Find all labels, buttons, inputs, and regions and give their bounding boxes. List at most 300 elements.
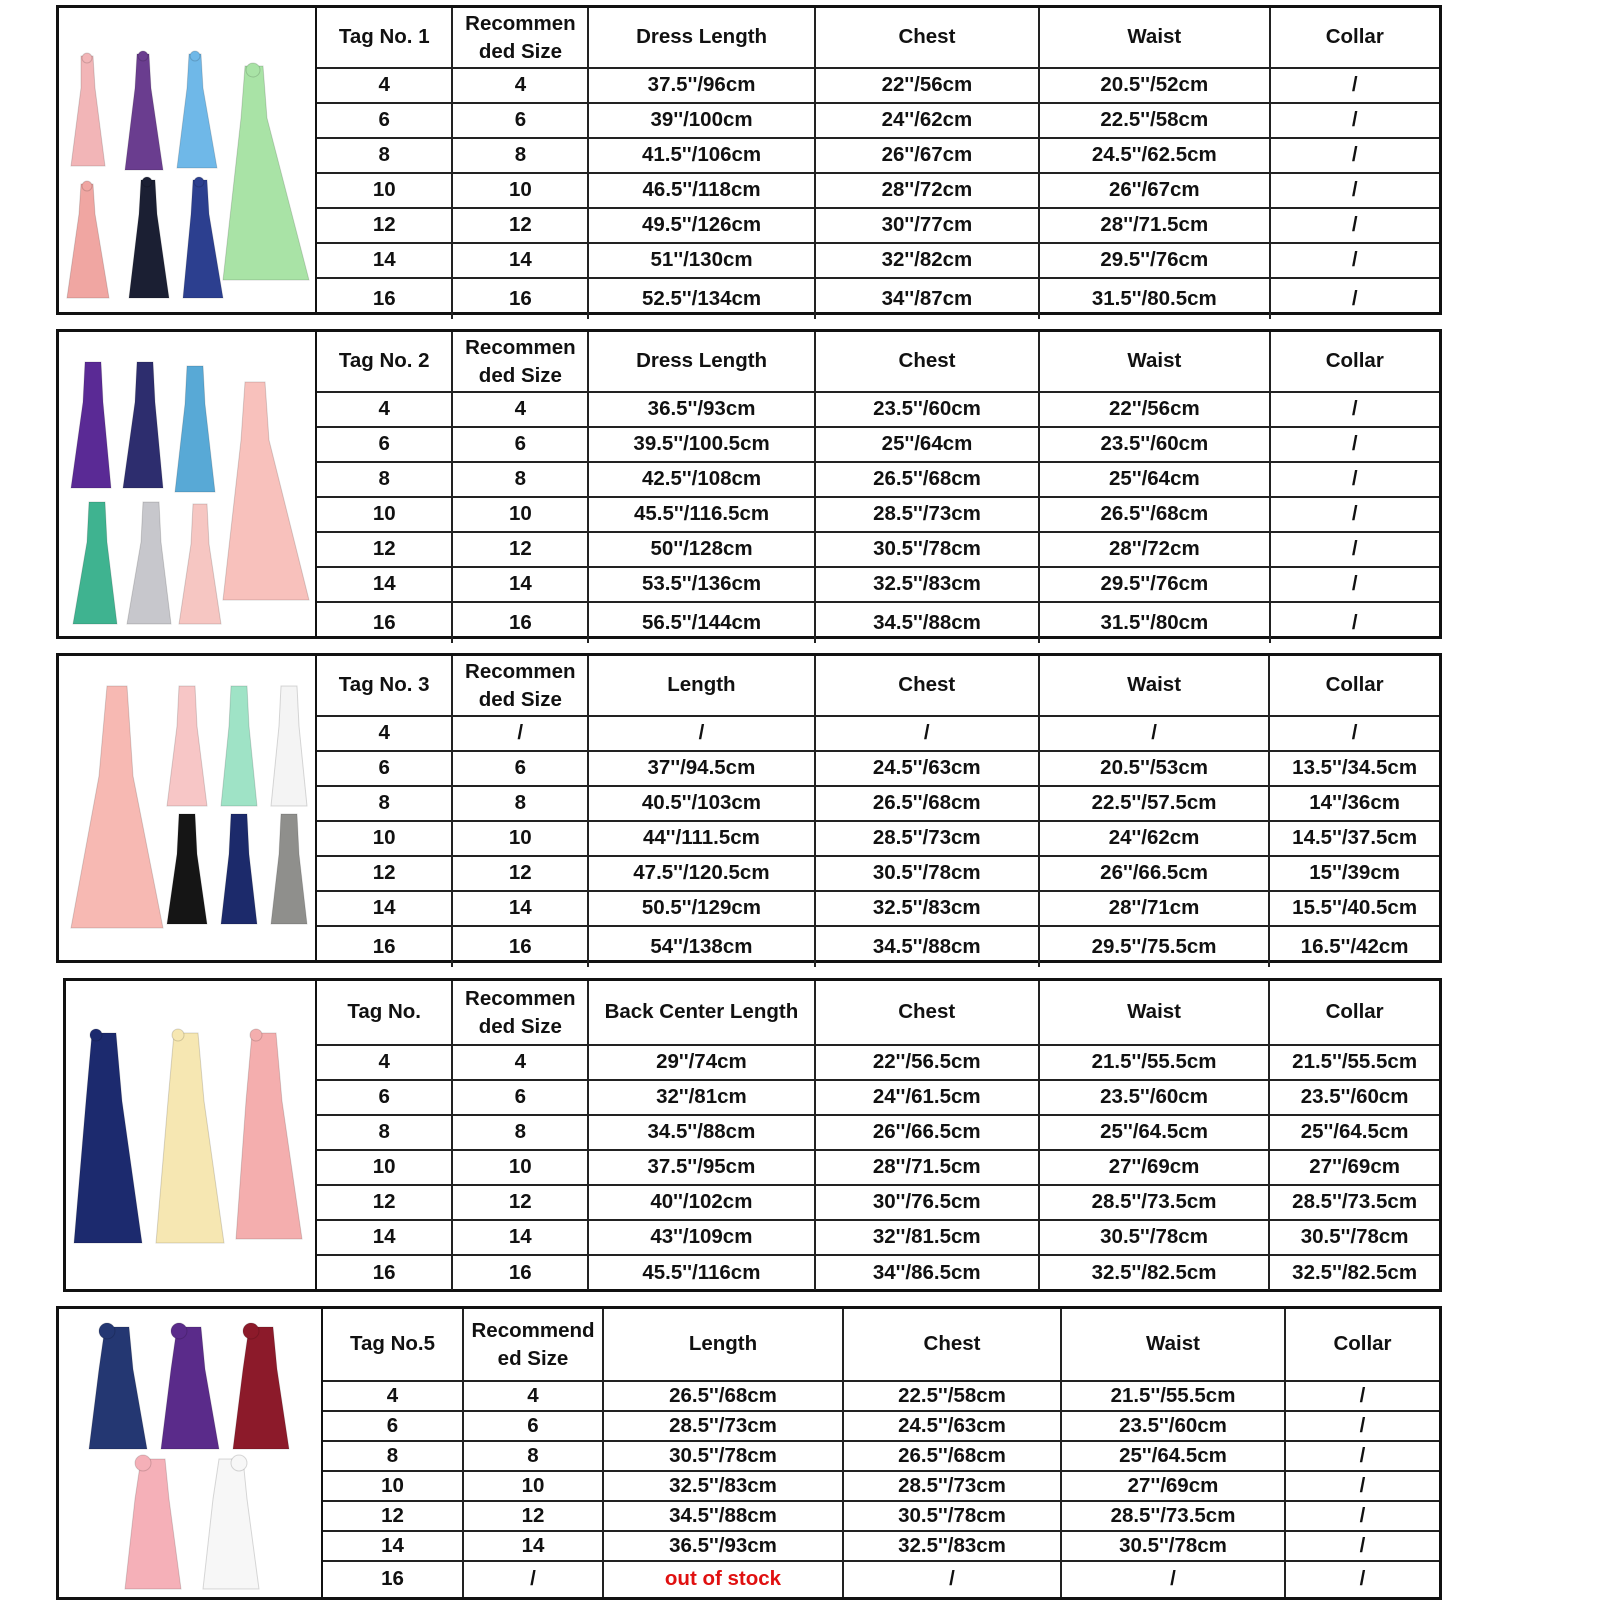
cell-chest: 34.5''/88cm: [815, 926, 1039, 967]
cell-chest: 28.5''/73cm: [815, 821, 1039, 856]
cell-waist: 25''/64cm: [1039, 462, 1269, 497]
table-row: [317, 1150, 1439, 1185]
dress-photos-4: [66, 981, 317, 1289]
cell-collar: 30.5''/78cm: [1269, 1220, 1439, 1255]
dress-1a: [71, 53, 105, 166]
cell-waist: 29.5''/76cm: [1039, 567, 1269, 602]
table-row: [317, 856, 1439, 891]
cell-recommended-size: 4: [452, 1045, 588, 1080]
cell-chest: 22''/56cm: [815, 68, 1039, 103]
cell-chest: 24''/61.5cm: [815, 1080, 1039, 1115]
cell-chest: 24.5''/63cm: [815, 751, 1039, 786]
cell-tag-no: 8: [317, 462, 452, 497]
cell-collar: 16.5''/42cm: [1269, 926, 1439, 967]
cell-tag-no: 6: [317, 103, 452, 138]
header-waist: Waist: [1039, 332, 1269, 392]
cell-tag-no: 12: [317, 208, 452, 243]
dress-image-group-2: [59, 332, 313, 636]
size-table-5: [323, 1309, 1439, 1597]
header-recommended-size: Recommen ded Size: [452, 981, 588, 1045]
cell-waist: /: [1039, 716, 1269, 751]
cell-tag-no: 12: [317, 856, 452, 891]
header-waist: Waist: [1061, 1309, 1285, 1381]
cell-chest: 28''/72cm: [815, 173, 1039, 208]
cell-tag-no: 8: [317, 1115, 452, 1150]
dress-5d: [125, 1455, 181, 1589]
cell-tag-no: 12: [317, 532, 452, 567]
cell-tag-no: 4: [323, 1381, 463, 1411]
dress-3g: [271, 814, 307, 924]
cell-tag-no: 16: [317, 926, 452, 967]
cell-collar: /: [1270, 462, 1439, 497]
cell-collar: 21.5''/55.5cm: [1269, 1045, 1439, 1080]
cell-waist: 28''/72cm: [1039, 532, 1269, 567]
cell-tag-no: 14: [317, 243, 452, 278]
cell-length: 42.5''/108cm: [588, 462, 815, 497]
size-table-1: [317, 8, 1439, 319]
cell-chest: 26.5''/68cm: [815, 462, 1039, 497]
cell-waist: 30.5''/78cm: [1061, 1531, 1285, 1561]
cell-recommended-size: 4: [452, 392, 588, 427]
cell-recommended-size: 14: [452, 243, 588, 278]
table-header-row: [323, 1309, 1439, 1381]
cell-tag-no: 14: [323, 1531, 463, 1561]
dress-2g: [223, 382, 309, 600]
cell-tag-no: 10: [317, 821, 452, 856]
header-recommended-size: Recommend ed Size: [463, 1309, 603, 1381]
dress-2d: [73, 502, 117, 624]
cell-recommended-size: /: [452, 716, 588, 751]
dress-photos-2: [59, 332, 317, 636]
cell-length: /: [588, 716, 814, 751]
dress-3e: [167, 814, 207, 924]
header-recommended-size: Recommen ded Size: [452, 656, 588, 716]
header-tag-no: Tag No. 2: [317, 332, 452, 392]
table-row: [317, 103, 1439, 138]
dress-2b: [123, 362, 163, 488]
cell-collar: /: [1270, 497, 1439, 532]
size-table-3: [317, 656, 1439, 967]
cell-waist: 25''/64.5cm: [1039, 1115, 1269, 1150]
cell-recommended-size: 8: [452, 786, 588, 821]
cell-length: 40.5''/103cm: [588, 786, 814, 821]
table-header-row: [317, 8, 1439, 68]
cell-length: 44''/111.5cm: [588, 821, 814, 856]
cell-recommended-size: 10: [452, 497, 588, 532]
dress-5c: [233, 1323, 289, 1449]
cell-waist: 20.5''/53cm: [1039, 751, 1269, 786]
cell-collar: 28.5''/73.5cm: [1269, 1185, 1439, 1220]
cell-recommended-size: 12: [452, 856, 588, 891]
table-row: [317, 208, 1439, 243]
header-waist: Waist: [1039, 981, 1269, 1045]
dress-1e: [129, 177, 169, 298]
cell-length: 54''/138cm: [588, 926, 814, 967]
header-waist: Waist: [1039, 656, 1269, 716]
table-header-row: [317, 332, 1439, 392]
cell-recommended-size: 4: [463, 1381, 603, 1411]
table-header-row: [317, 981, 1439, 1045]
dress-5a: [89, 1323, 147, 1449]
cell-recommended-size: 8: [452, 1115, 588, 1150]
cell-chest: 25''/64cm: [815, 427, 1039, 462]
dress-2f: [179, 504, 221, 624]
cell-length: out of stock: [603, 1561, 843, 1597]
cell-waist: 26.5''/68cm: [1039, 497, 1269, 532]
cell-waist: 29.5''/76cm: [1039, 243, 1269, 278]
dress-1g: [223, 63, 309, 280]
cell-tag-no: 14: [317, 891, 452, 926]
table-row: [317, 497, 1439, 532]
dress-3a: [71, 686, 163, 928]
cell-tag-no: 16: [323, 1561, 463, 1597]
header-length: Length: [603, 1309, 843, 1381]
cell-recommended-size: 14: [452, 567, 588, 602]
cell-length: 45.5''/116cm: [588, 1255, 814, 1290]
cell-waist: 27''/69cm: [1039, 1150, 1269, 1185]
table-row: [317, 786, 1439, 821]
cell-tag-no: 6: [317, 1080, 452, 1115]
cell-collar: 15.5''/40.5cm: [1269, 891, 1439, 926]
cell-length: 37.5''/95cm: [588, 1150, 814, 1185]
cell-length: 29''/74cm: [588, 1045, 814, 1080]
cell-recommended-size: 16: [452, 278, 588, 319]
cell-recommended-size: 14: [452, 891, 588, 926]
cell-chest: 23.5''/60cm: [815, 392, 1039, 427]
cell-length: 53.5''/136cm: [588, 567, 815, 602]
cell-recommended-size: 12: [452, 532, 588, 567]
header-length: Dress Length: [588, 332, 815, 392]
header-collar: Collar: [1270, 332, 1439, 392]
cell-length: 46.5''/118cm: [588, 173, 814, 208]
cell-length: 34.5''/88cm: [588, 1115, 814, 1150]
cell-tag-no: 6: [317, 751, 452, 786]
cell-waist: 26''/66.5cm: [1039, 856, 1269, 891]
cell-length: 32''/81cm: [588, 1080, 814, 1115]
cell-recommended-size: 14: [463, 1531, 603, 1561]
cell-collar: /: [1285, 1501, 1439, 1531]
table-row: [317, 138, 1439, 173]
dress-2a: [71, 362, 111, 488]
cell-waist: 30.5''/78cm: [1039, 1220, 1269, 1255]
cell-collar: 14''/36cm: [1269, 786, 1439, 821]
cell-collar: /: [1285, 1381, 1439, 1411]
cell-length: 49.5''/126cm: [588, 208, 814, 243]
cell-chest: 34.5''/88cm: [815, 602, 1039, 643]
cell-chest: 30.5''/78cm: [815, 856, 1039, 891]
cell-waist: 31.5''/80.5cm: [1039, 278, 1269, 319]
cell-waist: 32.5''/82.5cm: [1039, 1255, 1269, 1290]
cell-collar: /: [1270, 243, 1439, 278]
cell-tag-no: 4: [317, 1045, 452, 1080]
cell-tag-no: 4: [317, 68, 452, 103]
cell-collar: /: [1285, 1441, 1439, 1471]
dress-1b: [125, 51, 163, 170]
cell-chest: 24''/62cm: [815, 103, 1039, 138]
cell-waist: 24''/62cm: [1039, 821, 1269, 856]
table-row: [317, 427, 1439, 462]
header-tag-no: Tag No.: [317, 981, 452, 1045]
cell-chest: 32''/82cm: [815, 243, 1039, 278]
header-tag-no: Tag No. 1: [317, 8, 452, 68]
cell-chest: 22''/56.5cm: [815, 1045, 1039, 1080]
cell-length: 32.5''/83cm: [603, 1471, 843, 1501]
dress-1c: [177, 51, 217, 168]
cell-collar: /: [1269, 716, 1439, 751]
cell-chest: 26''/67cm: [815, 138, 1039, 173]
table-row: [323, 1471, 1439, 1501]
cell-length: 36.5''/93cm: [603, 1531, 843, 1561]
cell-recommended-size: 10: [452, 1150, 588, 1185]
cell-tag-no: 8: [317, 138, 452, 173]
dress-image-group-3: [59, 656, 313, 960]
cell-recommended-size: 12: [452, 1185, 588, 1220]
cell-tag-no: 6: [317, 427, 452, 462]
cell-chest: 26.5''/68cm: [815, 786, 1039, 821]
table-row: [317, 173, 1439, 208]
cell-length: 47.5''/120.5cm: [588, 856, 814, 891]
cell-waist: 27''/69cm: [1061, 1471, 1285, 1501]
size-chart-1: [56, 5, 1442, 315]
cell-recommended-size: 12: [452, 208, 588, 243]
table-row: [317, 1080, 1439, 1115]
cell-recommended-size: 16: [452, 926, 588, 967]
header-length: Dress Length: [588, 8, 814, 68]
dress-1d: [67, 181, 109, 298]
header-tag-no: Tag No. 3: [317, 656, 452, 716]
cell-waist: 22''/56cm: [1039, 392, 1269, 427]
cell-tag-no: 8: [317, 786, 452, 821]
header-collar: Collar: [1285, 1309, 1439, 1381]
cell-chest: 30''/76.5cm: [815, 1185, 1039, 1220]
table-row: [317, 532, 1439, 567]
cell-waist: 28''/71.5cm: [1039, 208, 1269, 243]
cell-chest: 30.5''/78cm: [815, 532, 1039, 567]
cell-waist: 22.5''/58cm: [1039, 103, 1269, 138]
cell-tag-no: 16: [317, 278, 452, 319]
cell-waist: 28.5''/73.5cm: [1061, 1501, 1285, 1531]
cell-collar: /: [1270, 138, 1439, 173]
cell-waist: 23.5''/60cm: [1061, 1411, 1285, 1441]
table-row: [317, 1115, 1439, 1150]
cell-tag-no: 14: [317, 567, 452, 602]
table-row: [317, 462, 1439, 497]
cell-recommended-size: 12: [463, 1501, 603, 1531]
cell-collar: /: [1285, 1561, 1439, 1597]
header-chest: Chest: [815, 8, 1039, 68]
cell-length: 26.5''/68cm: [603, 1381, 843, 1411]
table-row: [317, 392, 1439, 427]
dress-4b: [156, 1029, 224, 1243]
cell-collar: 32.5''/82.5cm: [1269, 1255, 1439, 1290]
cell-recommended-size: 6: [452, 751, 588, 786]
dress-photos-3: [59, 656, 317, 960]
size-chart-5: [56, 1306, 1442, 1600]
table-row: [317, 602, 1439, 643]
cell-tag-no: 8: [323, 1441, 463, 1471]
dress-2e: [127, 502, 171, 624]
header-recommended-size: Recommen ded Size: [452, 8, 588, 68]
cell-length: 56.5''/144cm: [588, 602, 815, 643]
dress-5b: [161, 1323, 219, 1449]
cell-length: 43''/109cm: [588, 1220, 814, 1255]
cell-recommended-size: /: [463, 1561, 603, 1597]
cell-length: 30.5''/78cm: [603, 1441, 843, 1471]
cell-length: 40''/102cm: [588, 1185, 814, 1220]
dress-4c: [236, 1029, 302, 1239]
table-row: [317, 278, 1439, 319]
table-row: [317, 1045, 1439, 1080]
dress-2c: [175, 366, 215, 492]
cell-collar: /: [1270, 208, 1439, 243]
cell-collar: 15''/39cm: [1269, 856, 1439, 891]
cell-recommended-size: 10: [463, 1471, 603, 1501]
dress-photos-1: [59, 8, 317, 312]
table-header-row: [317, 656, 1439, 716]
cell-collar: /: [1270, 173, 1439, 208]
cell-chest: 32.5''/83cm: [843, 1531, 1061, 1561]
cell-tag-no: 12: [323, 1501, 463, 1531]
cell-chest: 30.5''/78cm: [843, 1501, 1061, 1531]
cell-tag-no: 10: [317, 173, 452, 208]
cell-length: 52.5''/134cm: [588, 278, 814, 319]
dress-photos-5: [59, 1309, 323, 1597]
cell-collar: /: [1270, 602, 1439, 643]
cell-length: 51''/130cm: [588, 243, 814, 278]
cell-chest: 28''/71.5cm: [815, 1150, 1039, 1185]
cell-collar: /: [1285, 1471, 1439, 1501]
header-chest: Chest: [815, 981, 1039, 1045]
cell-waist: 28''/71cm: [1039, 891, 1269, 926]
cell-length: 34.5''/88cm: [603, 1501, 843, 1531]
header-recommended-size: Recommen ded Size: [452, 332, 588, 392]
cell-chest: 26''/66.5cm: [815, 1115, 1039, 1150]
cell-collar: /: [1270, 392, 1439, 427]
size-table-2: [317, 332, 1439, 643]
cell-waist: /: [1061, 1561, 1285, 1597]
cell-collar: 23.5''/60cm: [1269, 1080, 1439, 1115]
table-row: [317, 1220, 1439, 1255]
cell-length: 50''/128cm: [588, 532, 815, 567]
header-chest: Chest: [815, 332, 1039, 392]
cell-tag-no: 12: [317, 1185, 452, 1220]
cell-recommended-size: 14: [452, 1220, 588, 1255]
cell-length: 39''/100cm: [588, 103, 814, 138]
dress-3f: [221, 814, 257, 924]
cell-length: 28.5''/73cm: [603, 1411, 843, 1441]
table-row: [317, 891, 1439, 926]
header-waist: Waist: [1039, 8, 1269, 68]
cell-recommended-size: 16: [452, 1255, 588, 1290]
table-row: [323, 1411, 1439, 1441]
cell-collar: /: [1270, 567, 1439, 602]
cell-chest: 24.5''/63cm: [843, 1411, 1061, 1441]
table-row: [317, 567, 1439, 602]
cell-waist: 20.5''/52cm: [1039, 68, 1269, 103]
table-row: [317, 821, 1439, 856]
cell-collar: /: [1285, 1531, 1439, 1561]
cell-waist: 28.5''/73.5cm: [1039, 1185, 1269, 1220]
cell-chest: 32''/81.5cm: [815, 1220, 1039, 1255]
cell-waist: 25''/64.5cm: [1061, 1441, 1285, 1471]
table-row: [323, 1561, 1439, 1597]
table-row: [317, 1185, 1439, 1220]
cell-chest: 26.5''/68cm: [843, 1441, 1061, 1471]
cell-tag-no: 6: [323, 1411, 463, 1441]
cell-collar: /: [1270, 278, 1439, 319]
cell-recommended-size: 8: [452, 138, 588, 173]
cell-collar: /: [1270, 427, 1439, 462]
header-chest: Chest: [815, 656, 1039, 716]
table-row: [323, 1501, 1439, 1531]
cell-recommended-size: 10: [452, 821, 588, 856]
cell-length: 45.5''/116.5cm: [588, 497, 815, 532]
cell-waist: 22.5''/57.5cm: [1039, 786, 1269, 821]
cell-recommended-size: 8: [463, 1441, 603, 1471]
cell-chest: 32.5''/83cm: [815, 567, 1039, 602]
cell-chest: 28.5''/73cm: [843, 1471, 1061, 1501]
table-row: [317, 68, 1439, 103]
cell-recommended-size: 10: [452, 173, 588, 208]
dress-image-group-4: [66, 981, 314, 1289]
cell-tag-no: 4: [317, 716, 452, 751]
cell-recommended-size: 4: [452, 68, 588, 103]
cell-recommended-size: 6: [452, 1080, 588, 1115]
header-collar: Collar: [1269, 981, 1439, 1045]
table-row: [323, 1381, 1439, 1411]
table-row: [323, 1531, 1439, 1561]
cell-length: 50.5''/129cm: [588, 891, 814, 926]
cell-tag-no: 16: [317, 1255, 452, 1290]
dress-4a: [74, 1029, 142, 1243]
cell-length: 36.5''/93cm: [588, 392, 815, 427]
cell-collar: /: [1270, 532, 1439, 567]
cell-recommended-size: 16: [452, 602, 588, 643]
cell-recommended-size: 6: [452, 103, 588, 138]
cell-recommended-size: 8: [452, 462, 588, 497]
cell-waist: 21.5''/55.5cm: [1039, 1045, 1269, 1080]
table-row: [323, 1441, 1439, 1471]
cell-chest: 28.5''/73cm: [815, 497, 1039, 532]
size-chart-4: [63, 978, 1442, 1292]
cell-waist: 23.5''/60cm: [1039, 427, 1269, 462]
size-chart-3: [56, 653, 1442, 963]
cell-collar: 25''/64.5cm: [1269, 1115, 1439, 1150]
cell-chest: 22.5''/58cm: [843, 1381, 1061, 1411]
cell-collar: 13.5''/34.5cm: [1269, 751, 1439, 786]
table-row: [317, 1255, 1439, 1290]
cell-chest: /: [843, 1561, 1061, 1597]
cell-chest: 30''/77cm: [815, 208, 1039, 243]
cell-waist: 26''/67cm: [1039, 173, 1269, 208]
cell-length: 37.5''/96cm: [588, 68, 814, 103]
dress-3d: [271, 686, 307, 806]
cell-collar: /: [1270, 68, 1439, 103]
cell-tag-no: 10: [323, 1471, 463, 1501]
cell-collar: 14.5''/37.5cm: [1269, 821, 1439, 856]
cell-chest: 34''/87cm: [815, 278, 1039, 319]
dress-image-group-1: [59, 8, 313, 312]
table-row: [317, 926, 1439, 967]
cell-tag-no: 10: [317, 1150, 452, 1185]
cell-waist: 29.5''/75.5cm: [1039, 926, 1269, 967]
cell-length: 39.5''/100.5cm: [588, 427, 815, 462]
cell-waist: 31.5''/80cm: [1039, 602, 1269, 643]
dress-5e: [203, 1455, 259, 1589]
cell-collar: /: [1270, 103, 1439, 138]
cell-chest: 34''/86.5cm: [815, 1255, 1039, 1290]
header-collar: Collar: [1269, 656, 1439, 716]
